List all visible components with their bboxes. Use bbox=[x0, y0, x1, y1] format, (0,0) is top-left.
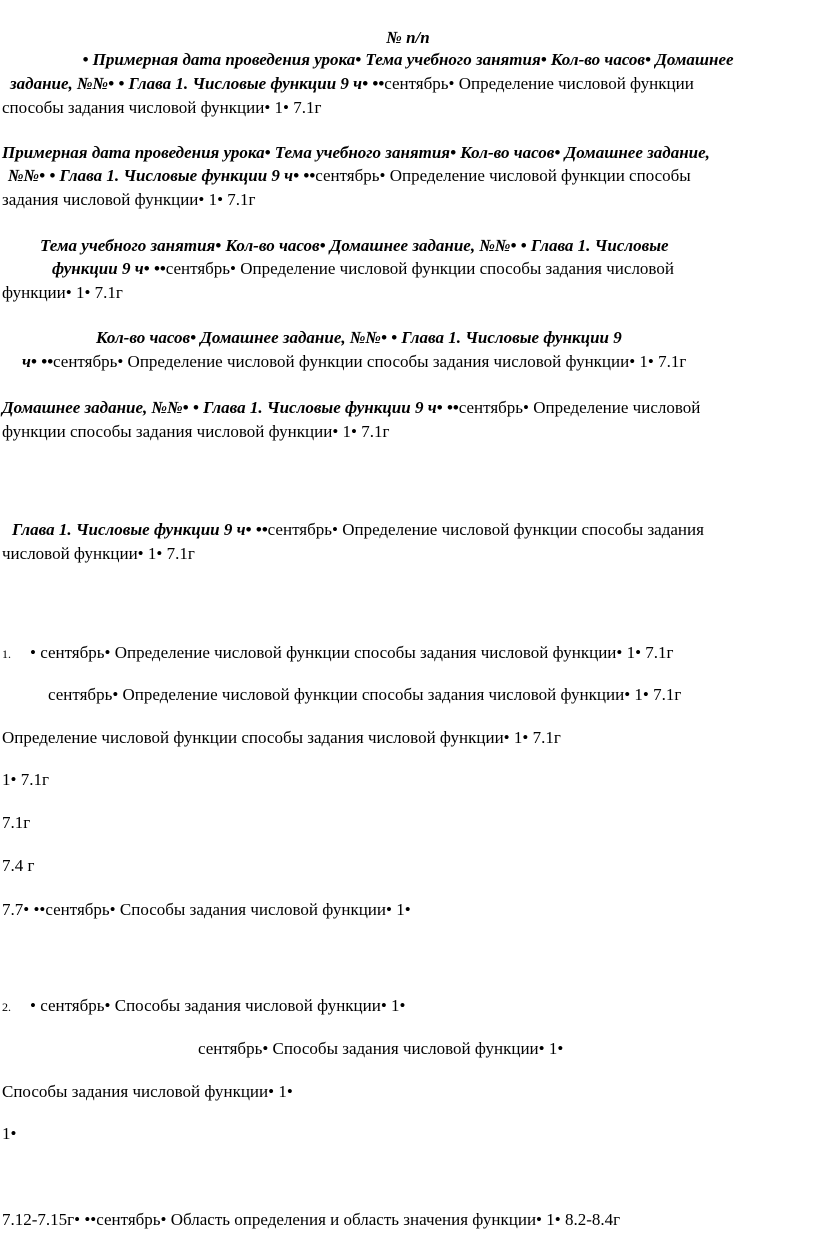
text-line bbox=[40, 236, 669, 256]
header-fragment: ч• •• bbox=[22, 352, 54, 371]
text-line bbox=[12, 520, 704, 540]
lesson-text: функции• 1• 7.1г bbox=[2, 283, 123, 302]
header-fragment: Кол-во часов• Домашнее задание, №№• • Глава 1. Числовые функции 9 bbox=[96, 328, 622, 347]
text-line bbox=[8, 166, 691, 186]
lesson-text: сентябрь• Определение числовой функции способы задания числовой функции• 1• 7.1г bbox=[48, 685, 682, 704]
header-fragment: Тема учебного занятия• Кол-во часов• Домашнее задание, №№• • Глава 1. Числовые bbox=[40, 236, 669, 255]
lesson-text: 1• bbox=[2, 1124, 17, 1143]
table-header-number: № п/п bbox=[386, 28, 430, 47]
lesson-text: сентябрь• Определение числовой функции способы задания числовой функции• 1• 7.1г bbox=[53, 352, 687, 371]
text-line bbox=[22, 352, 686, 372]
lesson-text: • сентябрь• Способы задания числовой функции• 1• bbox=[30, 996, 406, 1015]
text-line bbox=[96, 328, 622, 348]
lesson-text: 7.7• ••сентябрь• Способы задания числовой функции• 1• bbox=[2, 900, 411, 919]
text-line bbox=[2, 398, 700, 418]
list-item bbox=[2, 996, 406, 1017]
list-number: 1. bbox=[2, 647, 11, 661]
lesson-text: Способы задания числовой функции• 1• bbox=[2, 1082, 293, 1101]
text-line bbox=[52, 259, 674, 279]
lesson-text: функции способы задания числовой функции• 1• 7.1г bbox=[2, 422, 390, 441]
lesson-text: 1• 7.1г bbox=[2, 770, 49, 789]
table-header-continued bbox=[10, 74, 694, 94]
header-fragment: Глава 1. Числовые функции 9 ч• •• bbox=[12, 520, 268, 539]
lesson-text: способы задания числовой функции• 1• 7.1г bbox=[2, 98, 322, 117]
lesson-text: сентябрь• Определение числовой функции способы задания числовой bbox=[165, 259, 674, 278]
lesson-text: • сентябрь• Определение числовой функции способы задания числовой функции• 1• 7.1г bbox=[30, 643, 674, 662]
header-fragment: №№• • Глава 1. Числовые функции 9 ч• •• bbox=[8, 166, 316, 185]
list-number: 2. bbox=[2, 1000, 11, 1014]
header-fragment: задание, №№• • Глава 1. Числовые функции 9 ч• •• bbox=[10, 74, 385, 93]
table-header-row: • Примерная дата проведения урока• Тема учебного занятия• Кол-во часов• Домашнее bbox=[82, 50, 734, 69]
lesson-text: Определение числовой функции способы задания числовой функции• 1• 7.1г bbox=[2, 728, 561, 747]
lesson-text: сентябрь• Способы задания числовой функции• 1• bbox=[198, 1039, 564, 1058]
lesson-text: сентябрь• Определение числовой функции способы bbox=[315, 166, 691, 185]
lesson-text: числовой функции• 1• 7.1г bbox=[2, 544, 195, 563]
lesson-text: сентябрь• Определение числовой функции способы задания bbox=[267, 520, 704, 539]
lesson-text: задания числовой функции• 1• 7.1г bbox=[2, 190, 256, 209]
header-fragment: Примерная дата проведения урока• Тема учебного занятия• Кол-во часов• Домашнее задание, bbox=[2, 143, 710, 162]
text-line bbox=[2, 143, 710, 163]
lesson-text: сентябрь• Определение числовой bbox=[458, 398, 701, 417]
header-fragment: Домашнее задание, №№• • Глава 1. Числовые функции 9 ч• •• bbox=[2, 398, 459, 417]
lesson-text: 7.12-7.15г• ••сентябрь• Область определения и область значения функции• 1• 8.2-8.4г bbox=[2, 1210, 621, 1229]
lesson-text: сентябрь• Определение числовой функции bbox=[384, 74, 694, 93]
list-item bbox=[2, 643, 674, 664]
lesson-text: 7.4 г bbox=[2, 856, 35, 875]
lesson-text: 7.1г bbox=[2, 813, 31, 832]
header-fragment: функции 9 ч• •• bbox=[52, 259, 166, 278]
